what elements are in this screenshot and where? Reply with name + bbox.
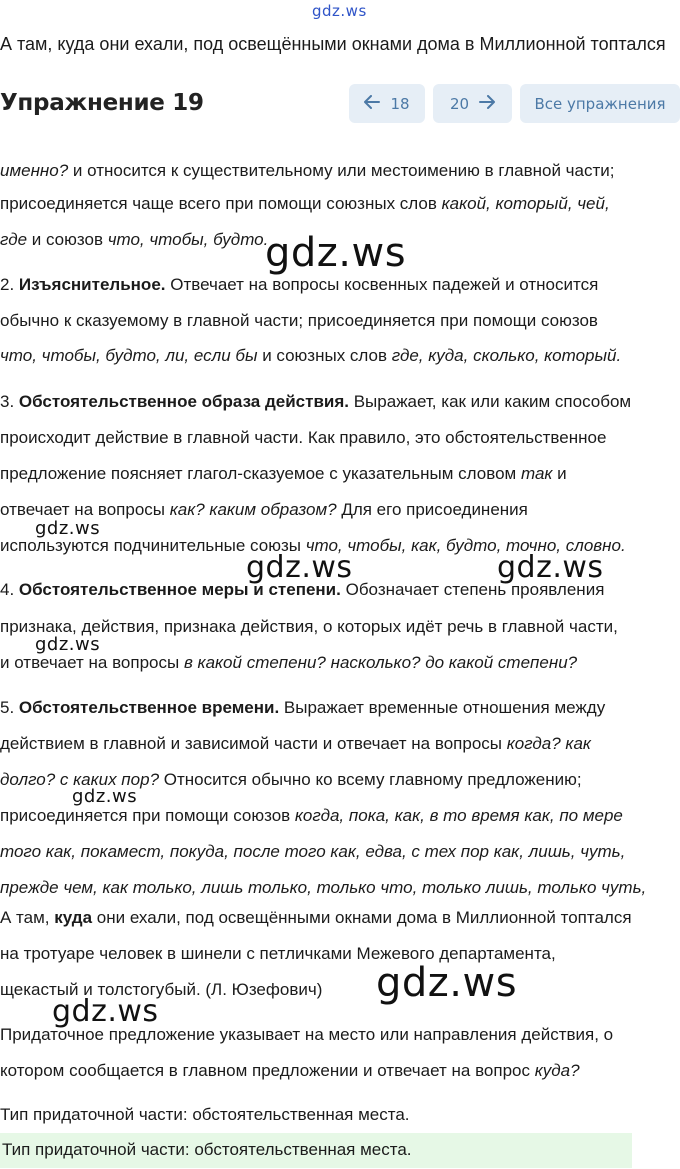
text-line: происходит действие в главной части. Как правило, это обстоятельственное [0,428,607,447]
task-sentence-line: щекастый и толстогубый. (Л. Юзефович) [0,980,323,999]
watermark: gdz.ws [35,518,101,539]
watermark: gdz.ws [497,550,604,585]
clause-type-line: Тип придаточной части: обстоятельственная места. [0,1105,410,1124]
answer-text: Тип придаточной части: обстоятельственная места. [2,1140,412,1159]
text-line: что, чтобы, будто, ли, если бы и союзных слов где, куда, сколько, который. [0,346,622,365]
text-line: прежде чем, как только, лишь только, только что, только лишь, только чуть, [0,878,647,897]
text-line: и отвечает на вопросы в какой степени? насколько? до какой степени? [0,653,578,672]
task-sentence-line: А там, куда они ехали, под освещёнными окнами дома в Миллионной топтался [0,908,632,927]
all-exercises-button[interactable] [520,84,680,123]
paragraph-5: 5. Обстоятельственное времени. Выражает временные отношения между [0,698,606,717]
header-sentence: А там, куда они ехали, под освещёнными окнами дома в Миллионной топтался [0,34,666,54]
arrow-left-icon [364,95,380,113]
watermark: gdz.ws [246,550,353,585]
all-exercises-label: Все упражнения [534,94,666,113]
answer-highlight [0,1133,632,1168]
watermark: gdz.ws [376,960,518,1006]
next-exercise-button[interactable] [433,84,512,123]
text-line: отвечает на вопросы как? каким образом? Для его присоединения [0,500,528,519]
text-line: признака, действия, признака действия, о которых идёт речь в главной части, [0,617,618,636]
text-line: того как, покамест, покуда, после того как, едва, с тех пор как, лишь, чуть, [0,842,626,861]
watermark: gdz.ws [52,994,159,1029]
paragraph-3: 3. Обстоятельственное образа действия. Выражает, как или каким способом [0,392,632,411]
arrow-right-icon [479,95,495,113]
paragraph-2: 2. Изъяснительное. Отвечает на вопросы косвенных падежей и относится [0,275,599,294]
prev-exercise-label: 18 [390,94,410,113]
next-exercise-label: 20 [449,94,470,113]
task-sentence-line: на тротуаре человек в шинели с петличками Межевого департамента, [0,944,556,963]
watermark: gdz.ws [265,230,407,276]
text-line: обычно к сказуемому в главной части; присоединяется при помощи союзов [0,311,598,330]
watermark: gdz.ws [35,634,101,655]
text-line: именно? и относится к существительному или местоимению в главной части; [0,161,615,180]
text-line: действием в главной и зависимой части и отвечает на вопросы когда? как [0,734,591,753]
text-line: присоединяется при помощи союзов когда, пока, как, в то время как, по мере [0,806,623,825]
text-line: присоединяется чаще всего при помощи союзных слов какой, который, чей, [0,194,610,213]
text-line: используются подчинительные союзы что, чтобы, как, будто, точно, словно. [0,536,626,555]
paragraph-4: 4. Обстоятельственное меры и степени. Обозначает степень проявления [0,580,605,599]
watermark-top: gdz.ws [312,2,367,20]
explanation-line: котором сообщается в главном предложении и отвечает на вопрос куда? [0,1061,580,1080]
text-line: где и союзов что, чтобы, будто. [0,230,269,249]
text-line: долго? с каких пор? Относится обычно ко всему главному предложению; [0,770,582,789]
text-line: предложение поясняет глагол-сказуемое с указательным словом так и [0,464,567,483]
explanation-line: Придаточное предложение указывает на место или направления действия, о [0,1025,614,1044]
prev-exercise-button[interactable] [349,84,425,123]
watermark: gdz.ws [72,786,138,807]
page-title: Упражнение 19 [0,90,204,116]
